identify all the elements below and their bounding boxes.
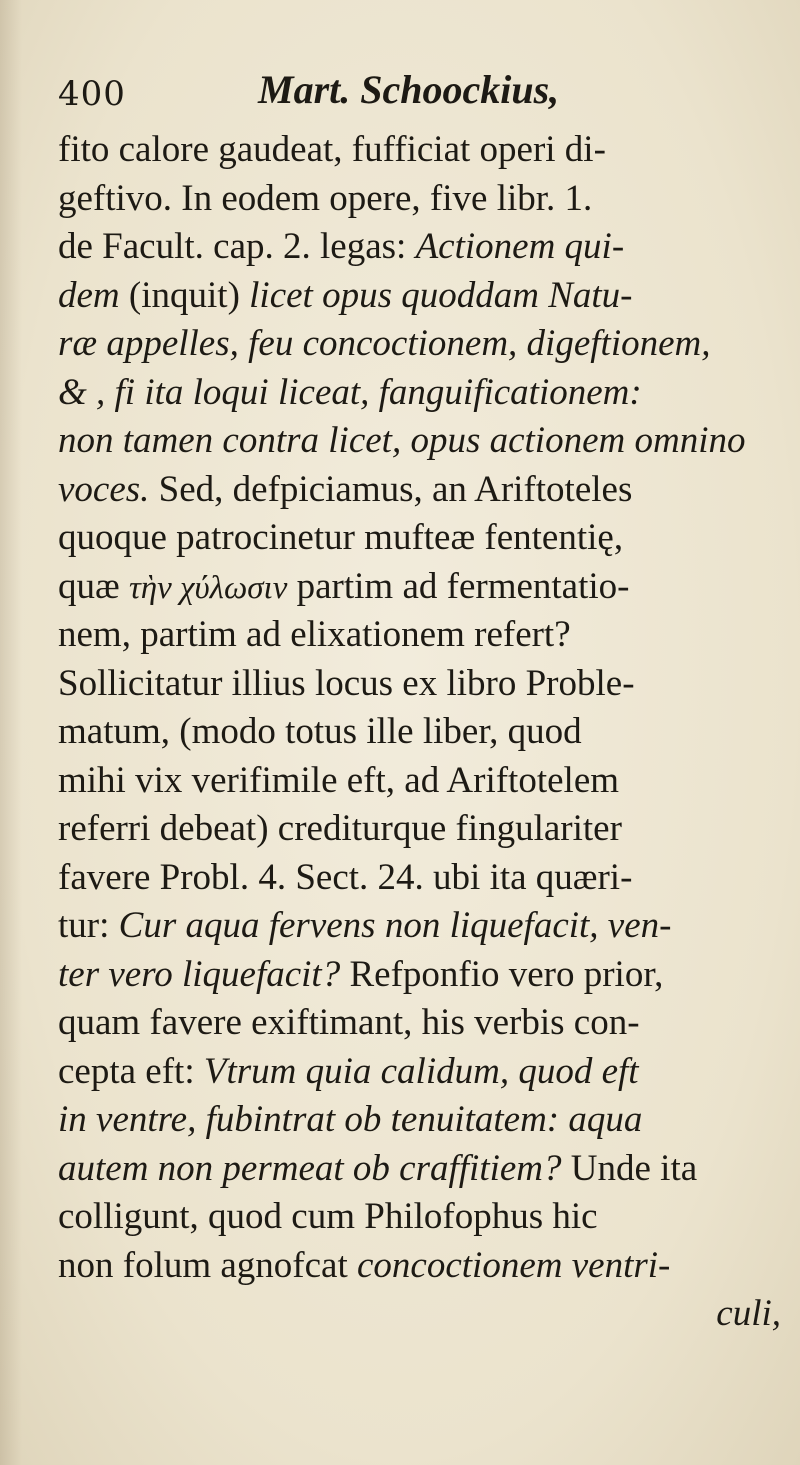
italic-text: Vtrum quia calidum, quod eft: [203, 1050, 639, 1092]
text-line: [58, 999, 793, 1048]
page-header: [58, 66, 758, 126]
page-number: 400: [58, 74, 126, 114]
text-line: [58, 1242, 793, 1291]
roman-text: partim ad fermentatio-: [287, 565, 630, 607]
italic-text: concoctionem ventri-: [357, 1244, 671, 1286]
running-head: Mart. Schoockius,: [258, 67, 560, 112]
roman-text: cepta eft:: [58, 1050, 204, 1092]
text-line: [58, 902, 793, 951]
text-line: [58, 708, 793, 757]
roman-text: Sed, defpiciamus, an Ariftoteles: [149, 468, 633, 510]
roman-text: geftivo. In eodem opere, five libr. 1.: [58, 177, 593, 219]
roman-text: (inquit): [119, 274, 250, 316]
text-line: [58, 1145, 793, 1194]
greek-text: τὴν χύλωσιν: [128, 569, 288, 606]
text-line: [58, 466, 793, 515]
text-line: [58, 563, 793, 612]
italic-text: dem: [58, 274, 120, 316]
roman-text: nem, partim ad elixationem refert?: [58, 614, 571, 655]
italic-text: in ventre, fubintrat ob tenuitatem: aqua: [58, 1099, 643, 1140]
text-line: [58, 417, 793, 466]
text-line: [58, 660, 793, 709]
italic-text: licet opus quoddam Natu-: [249, 274, 633, 316]
text-line: [58, 1048, 793, 1097]
page-gutter-shadow: [0, 0, 22, 1465]
italic-text: & , fi ita loqui liceat, fanguificationem:: [58, 371, 642, 413]
roman-text: favere Probl. 4. Sect. 24. ubi ita quæri-: [58, 856, 633, 898]
text-line: [58, 272, 793, 321]
text-line: [58, 369, 793, 418]
text-line: [58, 951, 793, 1000]
text-line: [58, 1096, 793, 1145]
italic-text: autem non permeat ob craffitiem?: [58, 1147, 562, 1189]
text-line: [58, 223, 793, 272]
text-line: [58, 126, 793, 175]
text-line: [58, 854, 793, 903]
body-text: [58, 126, 793, 1339]
text-line: [58, 1193, 793, 1242]
text-line: [58, 514, 793, 563]
roman-text: Unde ita: [561, 1147, 698, 1189]
roman-text: quam favere exiftimant, his verbis con-: [58, 1002, 640, 1043]
roman-text: fito calore gaudeat, fufficiat operi di-: [58, 129, 606, 170]
roman-text: colligunt, quod cum Philofophus hic: [58, 1196, 598, 1237]
italic-text: non tamen contra licet, opus actionem omnino: [58, 420, 746, 461]
italic-text: culi,: [716, 1293, 781, 1334]
text-line: [58, 805, 793, 854]
italic-text: ter vero liquefacit?: [58, 953, 341, 995]
italic-text: Actionem qui-: [415, 226, 625, 267]
text-line: [58, 1290, 793, 1339]
text-line: [58, 611, 793, 660]
text-line: [58, 175, 793, 224]
italic-text: voces.: [58, 468, 150, 510]
roman-text: quoque patrocinetur mufteæ fententię,: [58, 517, 624, 558]
text-line: [58, 320, 793, 369]
roman-text: non folum agnofcat: [58, 1244, 357, 1286]
roman-text: Sollicitatur illius locus ex libro Proble-: [58, 662, 635, 704]
roman-text: referri debeat) crediturque fingulariter: [58, 808, 622, 849]
italic-text: ræ appelles, feu concoctionem, digeftionem,: [58, 323, 711, 364]
roman-text: quæ: [58, 565, 129, 607]
text-line: [58, 757, 793, 806]
roman-text: tur:: [58, 905, 119, 946]
roman-text: mihi vix verifimile eft, ad Ariftotelem: [58, 759, 620, 801]
roman-text: Refponfio vero prior,: [340, 953, 664, 995]
roman-text: de Facult. cap. 2. legas:: [58, 226, 416, 267]
italic-text: Cur aqua fervens non liquefacit, ven-: [118, 905, 672, 946]
roman-text: matum, (modo totus ille liber, quod: [58, 711, 582, 752]
